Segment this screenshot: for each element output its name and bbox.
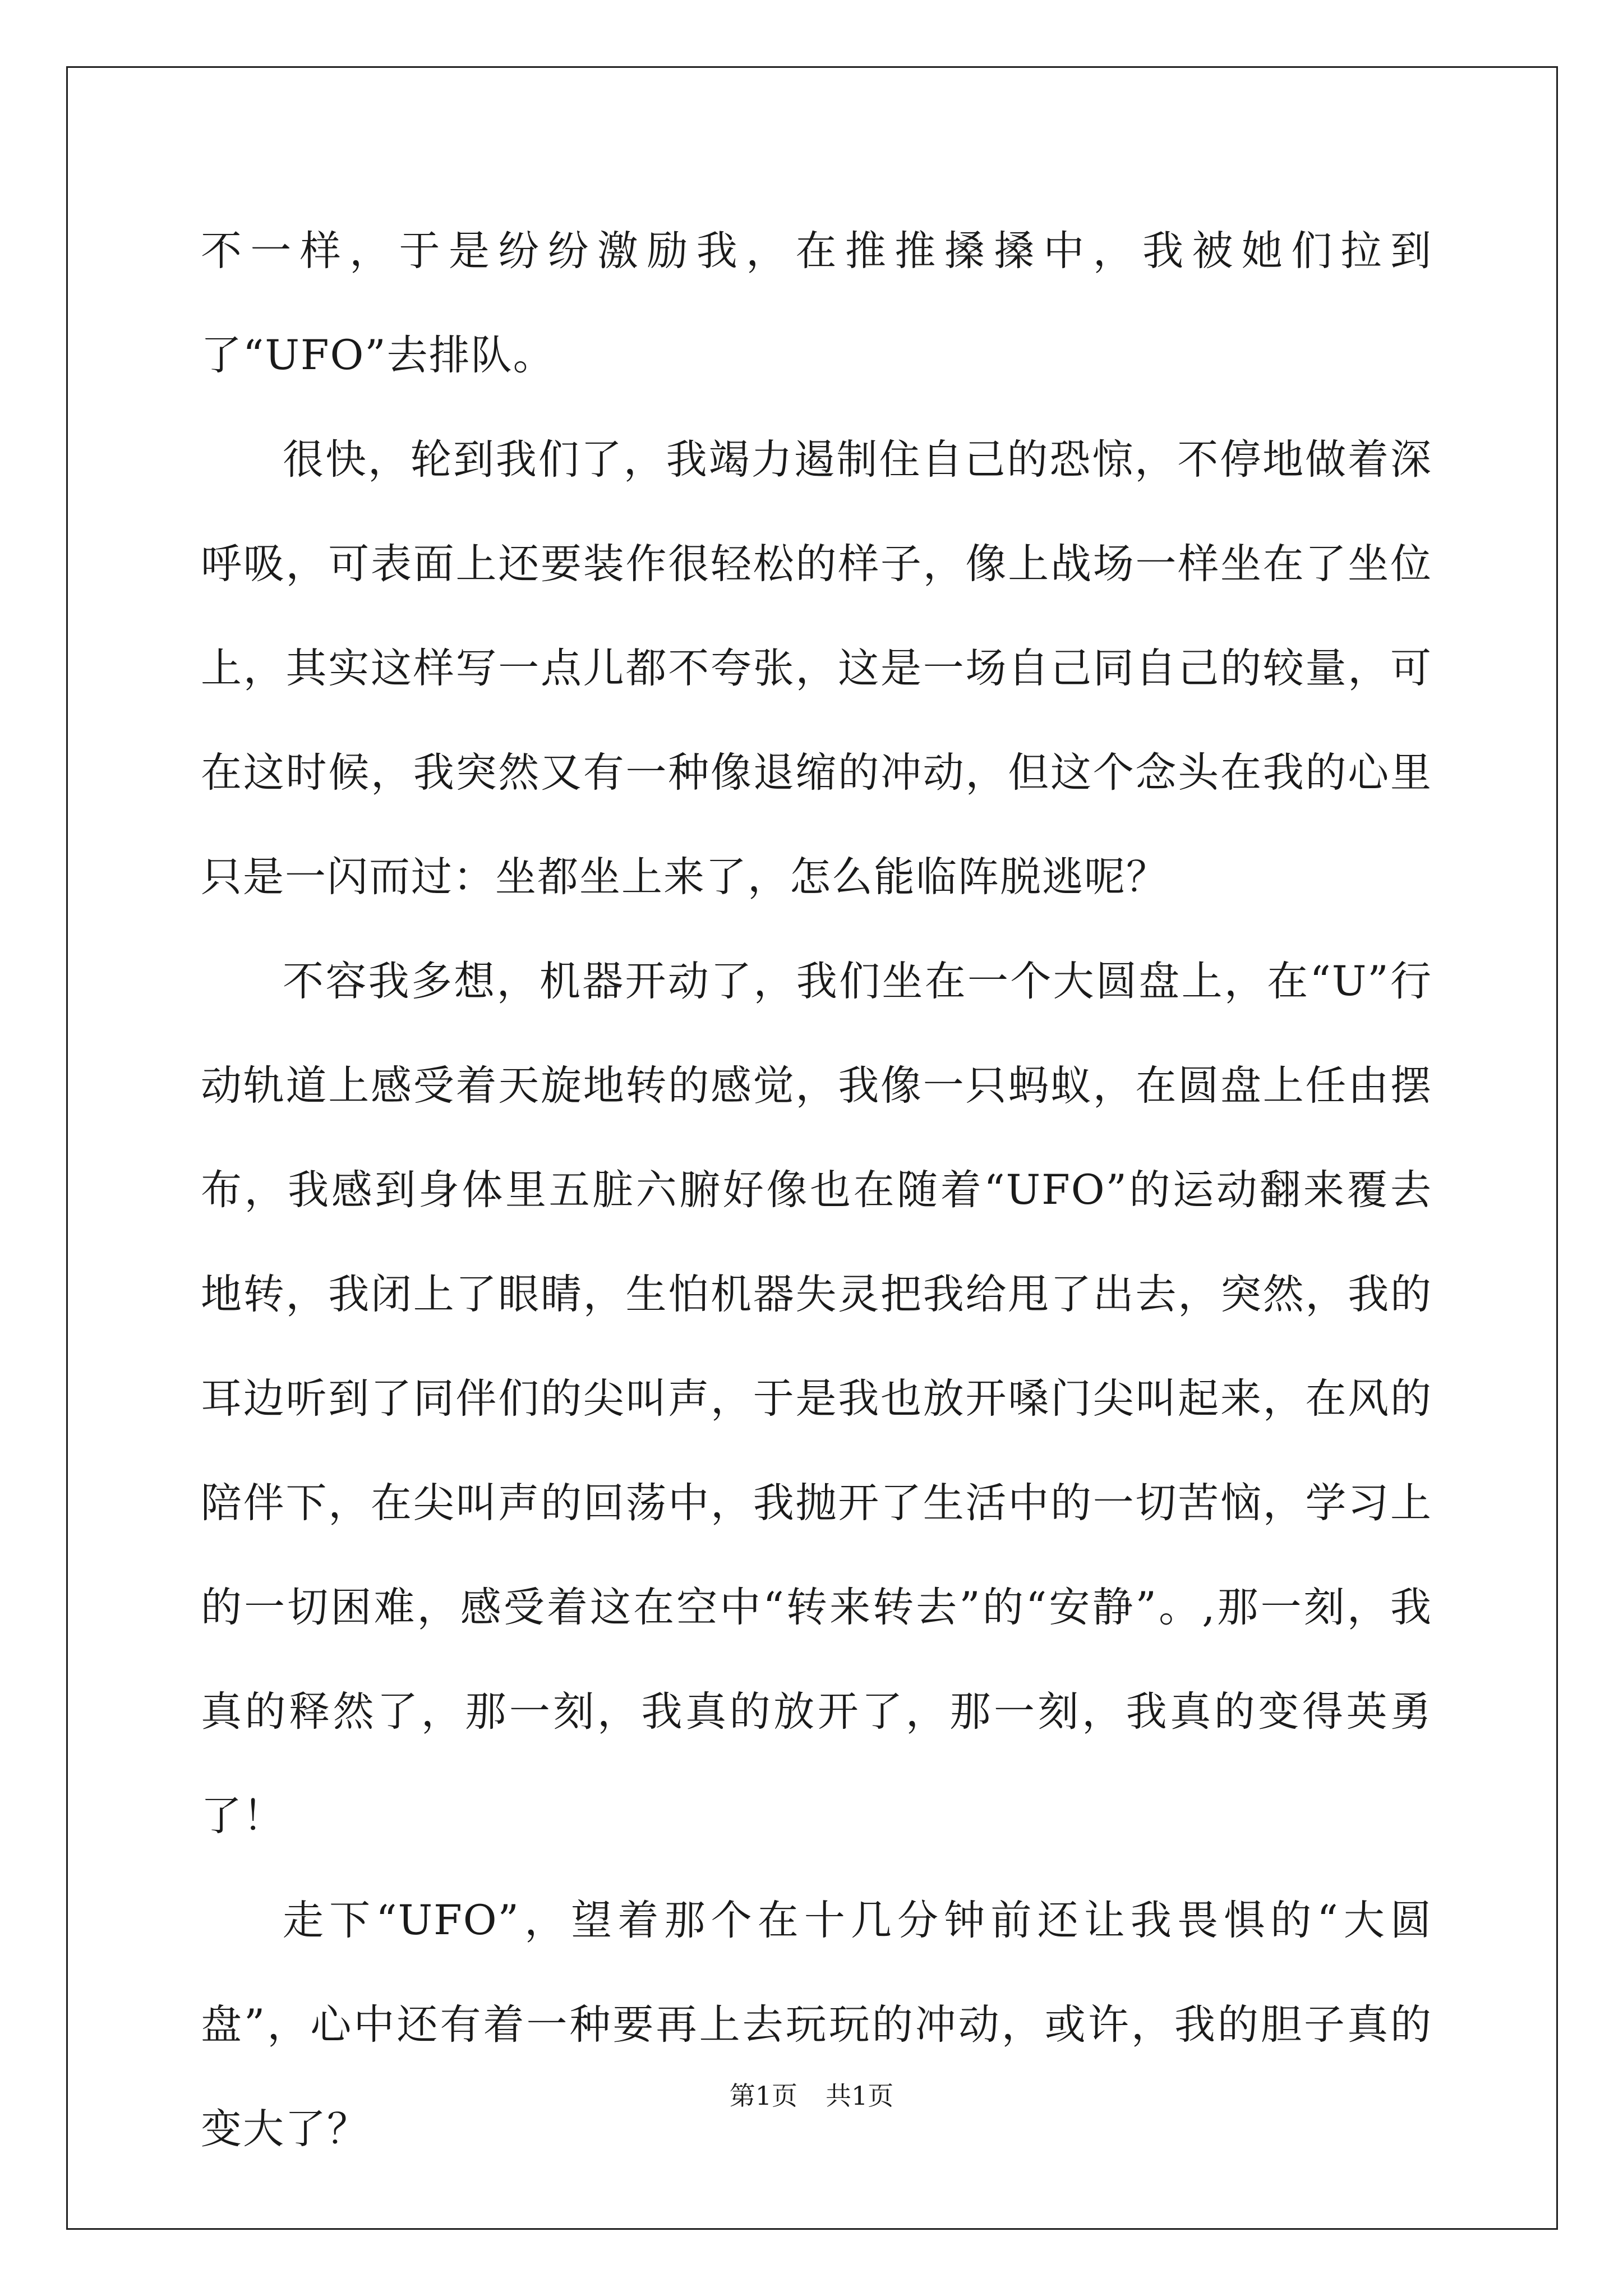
paragraph-1: 不一样，于是纷纷激励我，在推推搡搡中，我被她们拉到了“UFO”去排队。 <box>201 227 1432 379</box>
document-body <box>201 199 1432 2182</box>
page-footer <box>0 2079 1623 2113</box>
paragraph-3: 不容我多想，机器开动了，我们坐在一个大圆盘上，在“U”行动轨道上感受着天旋地转的感觉，我像一只蚂蚁，在圆盘上任由摆布，我感到身体里五脏六腑好像也在随着“UFO”的运动翻来覆去地转，我闭上了眼睛，生怕机器失灵把我给甩了出去，突然，我的耳边听到了同伴们的尖叫声，于是我也放开嗓门尖叫起来，在风的陪伴下，在尖叫声的回荡中，我抛开了生活中的一切苦恼，学习上的一切困难，感受着这在空中“转来转去”的“安静”。,那一刻，我真的释然了，那一刻，我真的放开了，那一刻，我真的变得英勇了！ <box>201 958 1432 1840</box>
paragraph-2: 很快，轮到我们了，我竭力遏制住自己的恐惊，不停地做着深呼吸，可表面上还要装作很轻松的样子，像上战场一样坐在了坐位上，其实这样写一点儿都不夸张，这是一场自己同自己的较量，可在这时候，我突然又有一种像退缩的冲动，但这个念头在我的心里只是一闪而过：坐都坐上来了，怎么能临阵脱逃呢？ <box>201 436 1432 901</box>
paragraph-4: 走下“UFO”，望着那个在十几分钟前还让我畏惧的“大圆盘”，心中还有着一种要再上去玩玩的冲动，或许，我的胆子真的变大了？ <box>201 1897 1432 2153</box>
page-number: 第1页 <box>729 2081 797 2111</box>
page-total: 共1页 <box>826 2081 894 2111</box>
